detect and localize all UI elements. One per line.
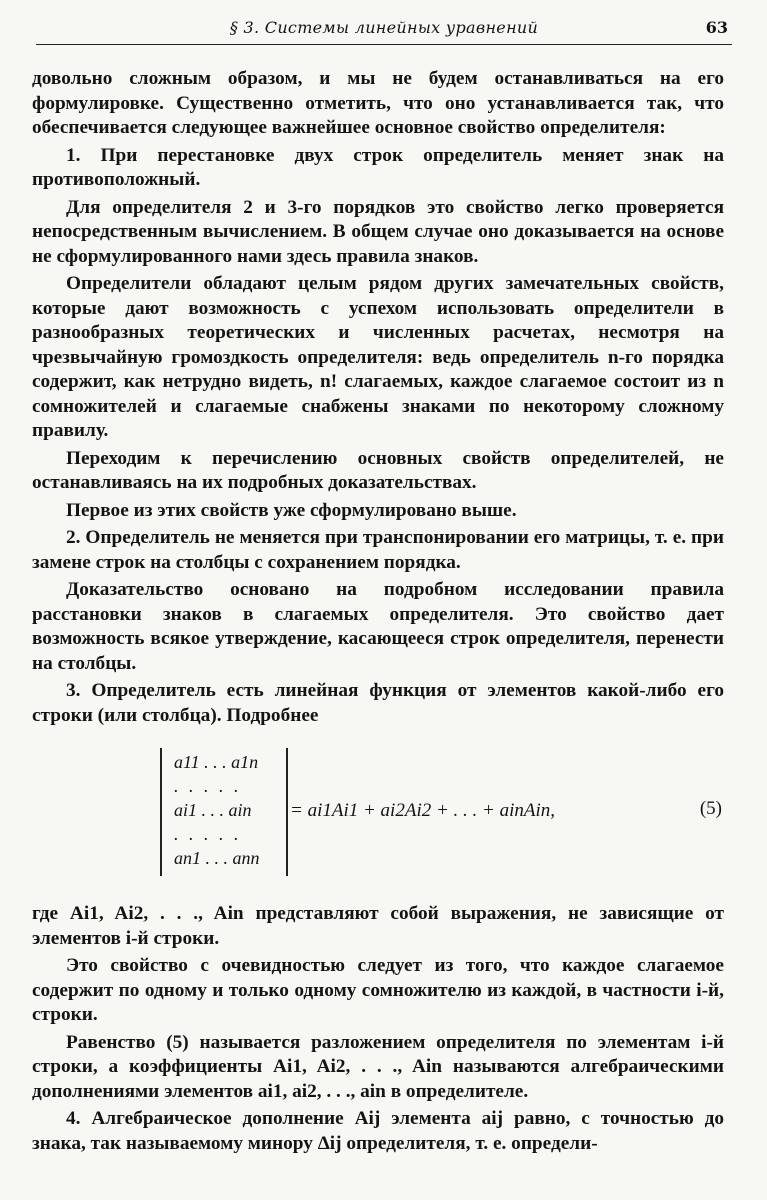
property-1: 1. При перестановке двух строк определитель меняет знак на противоположный. [32, 144, 724, 190]
paragraph: Определители обладают целым рядом других замечательных свойств, которые дают возможность с успехом использовать определители в разнообразных теоретических и численных расчетах, несмотря на чрезвычайную громоздкость определителя: ведь определитель n-го порядка содержит, как нетрудно видеть, n! слагаемых, каждое слагаемое состоит из n сомножителей и слагаемые снабжены знаками по некоторому сложному правилу. [32, 273, 724, 441]
paragraph: Равенство (5) называется разложением определителя по элементам i-й строки, а коэффициенты Ai1, Ai2, . . ., Ain называются алгебраическими дополнениями элементов ai1, ai2, . . ., ain в определителе. [32, 1031, 724, 1102]
determinant-row: a11 . . . a1n [174, 752, 259, 772]
body-text-bottom [32, 902, 724, 1159]
equation-5 [160, 748, 730, 878]
paragraph: Переходим к перечислению основных свойств определителей, не останавливаясь на их подробных доказательствах. [32, 447, 724, 493]
paragraph: Для определителя 2 и 3-го порядков это свойство легко проверяется непосредственным вычислением. В общем случае оно доказывается на основе не сформулированного нами здесь правила знаков. [32, 196, 724, 267]
expansion-rhs: = ai1Ai1 + ai2Ai2 + . . . + ainAin, [290, 800, 556, 821]
section-title: § 3. Системы линейных уравнений [229, 18, 539, 37]
determinant-row: ai1 . . . ain [174, 800, 252, 820]
paragraph: Это свойство с очевидностью следует из того, что каждое слагаемое содержит по одному и только одному сомножителю из каждой, в частности i-й, строки. [32, 955, 724, 1025]
property-2: 2. Определитель не меняется при транспонировании его матрицы, т. е. при замене строк на столбцы с сохранением порядка. [32, 527, 724, 573]
body-text-top [32, 67, 724, 731]
page-number: 63 [705, 18, 728, 37]
paragraph: довольно сложным образом, и мы не будем останавливаться на его формулировке. Существенно отметить, что оно устанавливается так, что обеспечивается следующее важнейшее основное свойство определителя: [32, 68, 724, 138]
paragraph: Доказательство основано на подробном исследовании правила расстановки знаков в слагаемых определителя. Это свойство дает возможность всякое утверждение, касающееся строк определителя, перенести на столбцы. [32, 579, 724, 674]
determinant-row: . . . . . [174, 824, 242, 844]
paragraph: Первое из этих свойств уже сформулировано выше. [66, 499, 517, 521]
determinant-row: . . . . . [174, 776, 242, 796]
property-4: 4. Алгебраическое дополнение Aij элемента aij равно, с точностью до знака, так называемому минору Δij определителя, т. е. определи- [32, 1108, 724, 1154]
equation-number: (5) [699, 798, 722, 819]
determinant-row: an1 . . . ann [174, 848, 260, 868]
determinant [160, 748, 288, 876]
property-3: 3. Определитель есть линейная функция от элементов какой-либо его строки (или столбца). Подробнее [32, 680, 724, 726]
paragraph: где Ai1, Ai2, . . ., Ain представляют собой выражения, не зависящие от элементов i-й строки. [32, 903, 724, 949]
running-header [36, 18, 732, 45]
